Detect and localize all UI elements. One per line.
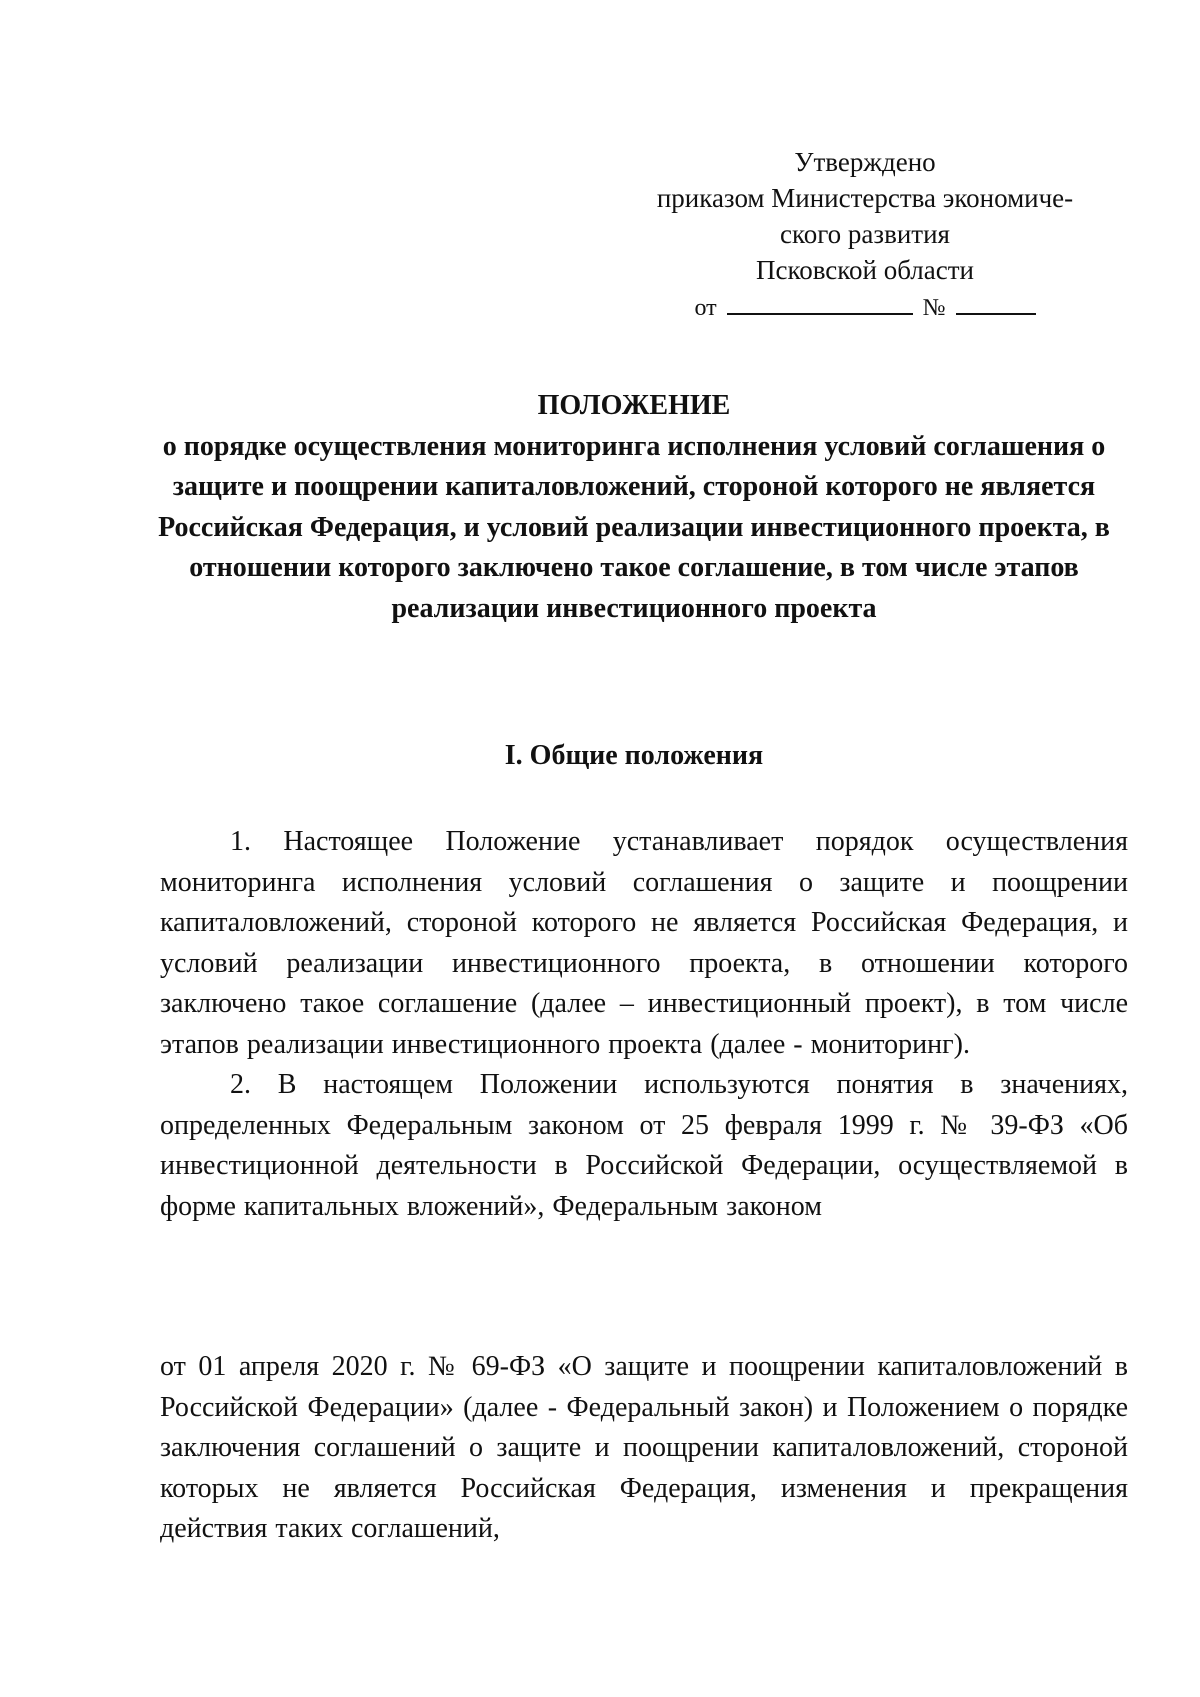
approval-number-sign: № — [922, 295, 946, 321]
approval-number-blank — [956, 291, 1036, 315]
document-title-name: ПОЛОЖЕНИЕ — [537, 390, 731, 421]
document-body-continued — [160, 1347, 1128, 1550]
document-title-subject: о порядке осуществления мониторинга исполнения условий соглашения о защите и поощрении капиталовложений, стороной которого не является Российская Федерация, и условий реализации инвестиционного проекта, в отношении которого заключено такое соглашение, в том числе этапов реализации инвестиционного проекта — [158, 430, 1110, 624]
approval-line-ministry: ского развития — [780, 219, 950, 249]
approval-date-prefix: от — [694, 295, 717, 321]
approval-line-region: Псковской области — [755, 255, 974, 285]
document-body — [160, 822, 1128, 1227]
approval-date-blank — [727, 291, 913, 315]
approval-date-number-line — [600, 290, 1130, 326]
approval-line-approved: Утверждено — [794, 147, 936, 177]
paragraph-2-continued: от 01 апреля 2020 г. № 69-ФЗ «О защите и поощрении капиталовложений в Российской Федерации» (далее - Федеральный закон) и Положением о порядке заключения соглашений о защите и поощрении капиталовложений, стороной которых не является Российская Федерация, изменения и прекращения действия таких соглашений, — [160, 1351, 1128, 1544]
paragraph-2: 2. В настоящем Положении используются понятия в значениях, определенных Федеральным законом от 25 февраля 1999 г. № 39-ФЗ «Об инвестиционной деятельности в Российской Федерации, осуществляемой в форме капитальных вложений», Федеральным законом — [160, 1069, 1128, 1222]
approval-line-order: приказом Министерства экономиче- — [656, 183, 1074, 213]
section-heading: I. Общие положения — [504, 740, 764, 771]
approval-stamp — [600, 144, 1130, 326]
paragraph-1: 1. Настоящее Положение устанавливает порядок осуществления мониторинга исполнения условий соглашения о защите и поощрении капиталовложений, стороной которого не является Российская Федерация, и условий реализации инвестиционного проекта, в отношении которого заключено такое соглашение (далее – инвестиционный проект), в том числе этапов реализации инвестиционного проекта (далее - мониторинг). — [160, 826, 1128, 1060]
document-title — [140, 386, 1128, 629]
